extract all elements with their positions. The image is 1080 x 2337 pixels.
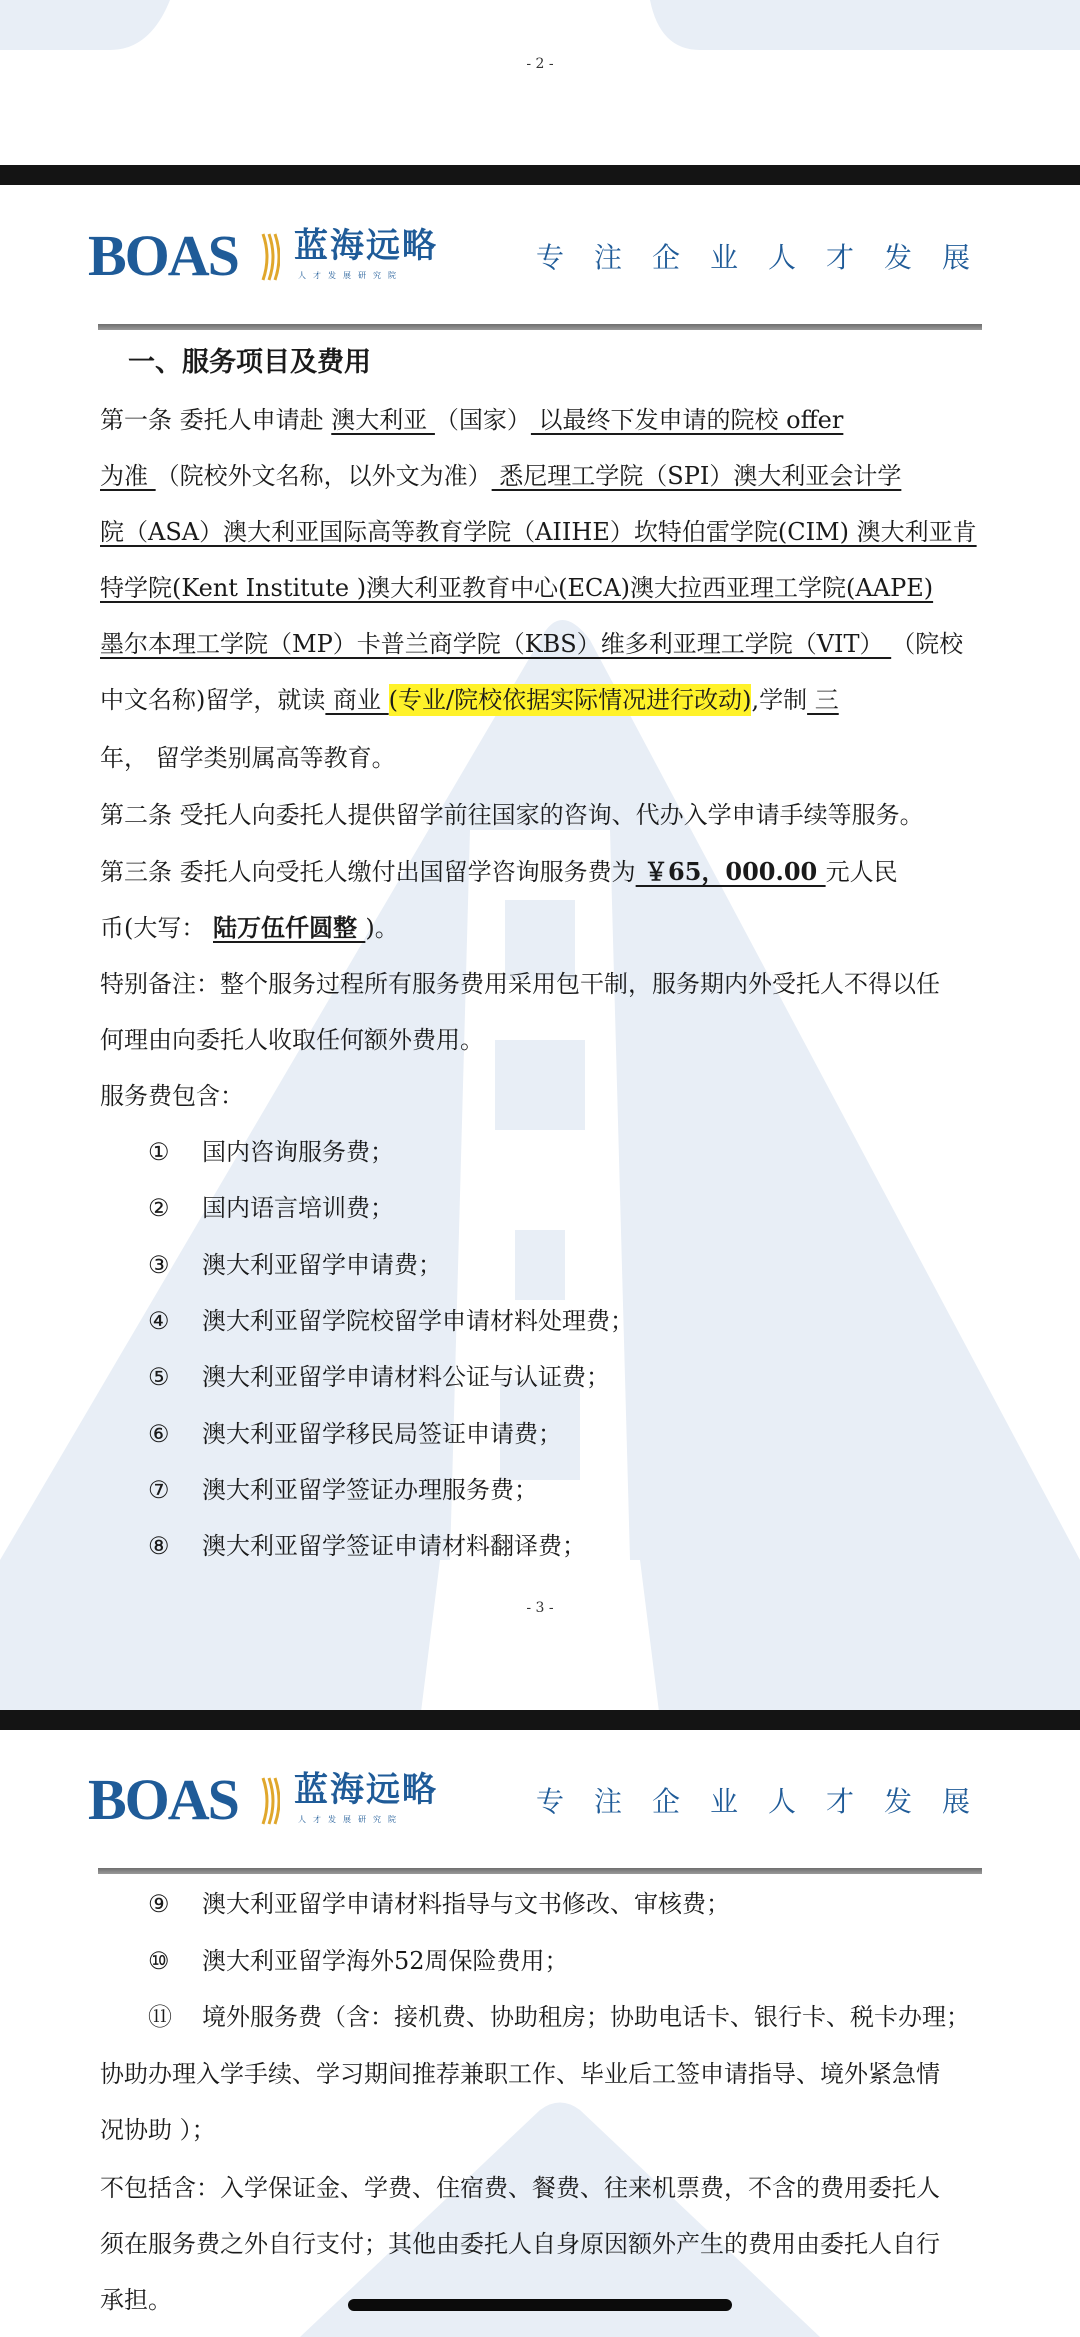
- clause-1-segment: 以最终下发申请的院校 offer: [530, 406, 844, 434]
- excludes-line-1: 不包括含：入学保证金、学费、住宿费、餐费、往来机票费，不含的费用委托人: [100, 2174, 940, 2202]
- clause-1-segment: 第一条 委托人申请赴: [100, 406, 332, 434]
- clause-1-line: [100, 624, 982, 664]
- excludes-line-2: 须在服务费之外自行支付；其他由委托人自身原因额外产生的费用由委托人自行: [100, 2230, 940, 2258]
- clause-1-segment: （院校外文名称，以外文为准）: [155, 462, 492, 490]
- clause-3-text: 第三条 委托人向受托人缴付出国留学咨询服务费为: [100, 858, 636, 886]
- header-rule: [98, 324, 982, 330]
- fee-item-number: ⑪: [148, 2003, 172, 2031]
- fee-item-text: 澳大利亚留学移民局签证申请费；: [202, 1419, 562, 1448]
- clause-1-segment: 悉尼理工学院（SPI）澳大利亚会计学: [491, 462, 902, 490]
- fee-item: [148, 1301, 634, 1341]
- header-rule: [98, 1868, 982, 1874]
- fee-item: [148, 1357, 610, 1397]
- fee-item: [148, 1526, 586, 1566]
- service-fee-in-words: 陆万伍仟圆整: [213, 913, 366, 942]
- fee-item-number: ⑤: [148, 1363, 170, 1392]
- clause-3-text: 币(大写：: [100, 914, 213, 942]
- clause-1-segment: 墨尔本理工学院（MP）卡普兰商学院（KBS）维多利亚理工学院（VIT）: [100, 630, 892, 658]
- fee-item: [148, 1414, 562, 1454]
- fee-item-number: ⑩: [148, 1946, 170, 1975]
- clause-1-segment: 三: [807, 686, 839, 714]
- fee-item: [148, 1245, 442, 1285]
- logo-boas: BOAS: [88, 1767, 238, 1832]
- highlighted-note: (专业/院校依据实际情况进行改动): [388, 686, 752, 714]
- fee-item-number: ④: [148, 1306, 170, 1335]
- clause-1-segment: （国家）: [434, 406, 531, 434]
- fee-item: [148, 1941, 569, 1981]
- excludes-line-3: 承担。: [100, 2286, 172, 2314]
- fee-item-number: ⑨: [148, 1890, 170, 1918]
- fee-item: [148, 1997, 970, 2037]
- page-number: - 3 -: [526, 1600, 554, 1616]
- fee-item-number: ②: [148, 1194, 170, 1223]
- fee-item-text: 澳大利亚留学院校留学申请材料处理费；: [202, 1306, 634, 1335]
- page-number: - 2 -: [526, 56, 554, 72]
- special-note-line-1: 特别备注：整个服务过程所有服务费用采用包干制，服务期内外受托人不得以任: [100, 970, 940, 998]
- fee-item-text: 澳大利亚留学申请费；: [202, 1250, 442, 1279]
- clause-1-segment: 中文名称)留学，就读: [100, 686, 326, 714]
- clause-3-text-tail: )。: [365, 914, 399, 942]
- clause-1-segment: 为准: [100, 462, 156, 490]
- clause-3-line-1: [100, 852, 982, 892]
- clause-1-segment: 年， 留学类别属高等教育。: [100, 744, 396, 772]
- clause-1-line: [100, 738, 982, 778]
- fee-item: [148, 1884, 730, 1924]
- fee-item-text: 澳大利亚留学申请材料公证与认证费；: [202, 1363, 610, 1392]
- letterhead: [88, 1767, 1008, 1840]
- fee-item-text: 澳大利亚留学海外52周保险费用；: [202, 1946, 569, 1975]
- fee-item-text: 国内咨询服务费；: [202, 1138, 394, 1166]
- clause-3-text-tail: 元人民: [825, 858, 898, 886]
- clause-1-line: [100, 456, 982, 496]
- clause-2: 第二条 受托人向委托人提供留学前往国家的咨询、代办入学申请手续等服务。: [100, 801, 924, 829]
- fee-item-text: 国内语言培训费；: [202, 1194, 394, 1223]
- clause-1-line: [100, 568, 982, 608]
- logo-subtitle: 人才发展研究院: [298, 271, 403, 280]
- clause-1-segment: 商业: [325, 686, 389, 714]
- special-note-line-2: 何理由向委托人收取任何额外费用。: [100, 1026, 484, 1054]
- logo-boas: BOAS: [88, 223, 238, 288]
- logo-chinese: 蓝海远略: [294, 1770, 438, 1810]
- logo-chinese: 蓝海远略: [294, 226, 438, 266]
- fee-item-number: ③: [148, 1250, 170, 1279]
- page-separator: [0, 165, 1080, 185]
- header-slogan: 专注企业人才发展: [536, 1785, 1001, 1818]
- clause-1-segment: 特学院(Kent Institute )澳大利亚教育中心(ECA)澳大拉西亚理工学院(AAPE): [100, 574, 934, 602]
- logo-mark-icon: [258, 1776, 280, 1826]
- fee-item-text: 澳大利亚留学申请材料指导与文书修改、审核费；: [202, 1890, 730, 1918]
- fee-item-number: ⑦: [148, 1475, 170, 1504]
- item-11-continued-line-1: 协助办理入学手续、学习期间推荐兼职工作、毕业后工签申请指导、境外紧急情: [100, 2060, 940, 2088]
- service-fee-amount: ￥65，000.00: [635, 857, 826, 886]
- page-separator: [0, 1710, 1080, 1730]
- letterhead: [88, 223, 1008, 296]
- fee-item-text: 澳大利亚留学签证办理服务费；: [202, 1475, 538, 1504]
- item-11-continued-line-2: 况协助 ）；: [100, 2116, 216, 2144]
- clause-1-segment: 澳大利亚: [331, 406, 435, 434]
- includes-label: 服务费包含：: [100, 1082, 244, 1110]
- clause-1-line: [100, 400, 982, 440]
- clause-1-segment: 院（ASA）澳大利亚国际高等教育学院（AIIHE）坎特伯雷学院(CIM) 澳大利亚肯: [100, 518, 977, 546]
- clause-1-segment: ,学制: [751, 686, 808, 714]
- header-slogan: 专注企业人才发展: [536, 241, 1001, 274]
- clause-3-line-2: [100, 908, 982, 948]
- clause-1-line: [100, 512, 982, 552]
- section-title: 一、服务项目及费用: [128, 347, 371, 378]
- clause-1-segment: （院校: [891, 630, 964, 658]
- fee-item-number: ⑥: [148, 1419, 170, 1448]
- fee-item-number: ⑧: [148, 1532, 170, 1561]
- fee-item-number: ①: [148, 1138, 170, 1166]
- fee-item-text: 境外服务费（含：接机费、协助租房；协助电话卡、银行卡、税卡办理；: [202, 2003, 970, 2031]
- clause-1-line: [100, 680, 982, 720]
- fee-item: [148, 1132, 394, 1172]
- logo-subtitle: 人才发展研究院: [298, 1815, 403, 1824]
- logo-mark-icon: [258, 232, 280, 282]
- fee-item-text: 澳大利亚留学签证申请材料翻译费；: [202, 1532, 586, 1561]
- home-indicator[interactable]: [348, 2299, 732, 2311]
- fee-item: [148, 1188, 394, 1228]
- fee-item: [148, 1470, 538, 1510]
